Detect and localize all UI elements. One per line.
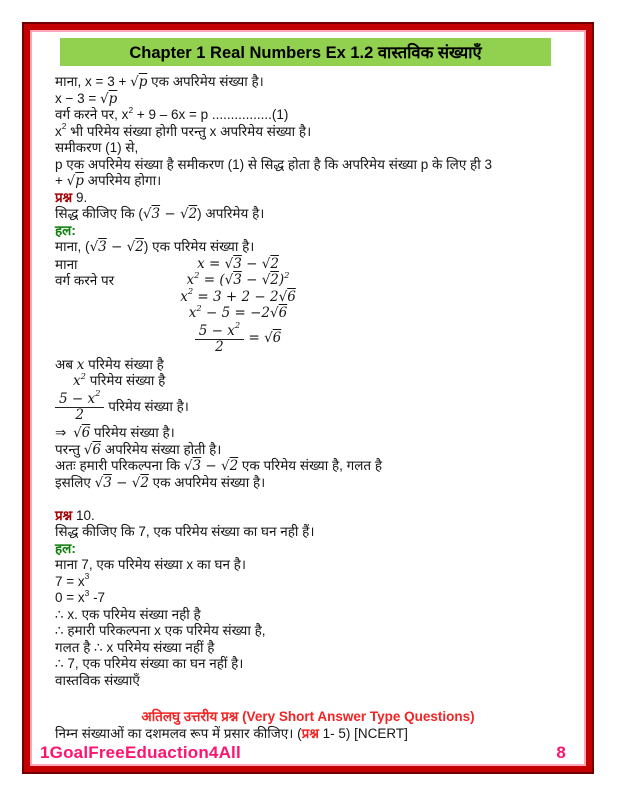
equation-line: वर्ग करने पर $x^2 = (√3 - √2)^2$ (55, 269, 290, 288)
paragraph-line: ∴ 7, एक परिमेय संख्या का घन नहीं है। (55, 656, 244, 672)
paragraph-line: + √p अपरिमेय होगा। (55, 173, 162, 189)
paragraph-line: $x^2$ परिमेय संख्या है (73, 370, 166, 390)
paragraph-line: परन्तु √6 अपरिमेय संख्या होती है। (55, 441, 222, 458)
equation-line: $x^2 - 5 = -2√6$ (188, 302, 288, 321)
document-page (24, 24, 592, 772)
spacer (55, 491, 561, 508)
paragraph-line: माना, x = 3 + √p एक अपरिमेय संख्या है। (55, 74, 264, 90)
paragraph-line: गलत है ∴ x परिमेय संख्या नहीं है (55, 639, 215, 655)
chapter-title-bar (60, 38, 551, 66)
paragraph-line: समीकरण (1) से, (55, 140, 139, 155)
paragraph-line: ∴ x. एक परिमेय संख्या नही है (55, 606, 201, 622)
paragraph-line: $7 = x^3$ (55, 571, 90, 589)
paragraph-line: ∴ हमारी परिकल्पना x एक परिमेय संख्या है, (55, 623, 266, 639)
paragraph-line: इसलिए √3 − √2 एक अपरिमेय संख्या है। (55, 474, 266, 491)
equation-label: वर्ग करने पर (55, 273, 115, 288)
section-heading: अतिलघु उत्तरीय प्रश्न (Very Short Answer Type Questions) (141, 709, 475, 725)
equation-line: $x^2 = 3 + 2 - 2√6$ (180, 286, 296, 305)
question-10-text: सिद्ध कीजिए कि 7, एक परिमेय संख्या का घन नही हैं। (55, 524, 315, 540)
paragraph-line: निम्न संख्याओं का दशमलव रूप में प्रसार कीजिए। (प्रश्न 1- 5) [NCERT] (55, 725, 408, 741)
question-10-label: प्रश्न 10. (55, 507, 95, 523)
paragraph-line: p एक अपरिमेय संख्या है समीकरण (1) से सिद्ध होता है कि अपरिमेय संख्या p के लिए ही 3 (55, 156, 492, 172)
paragraph-line: ⇒ √6 परिमेय संख्या है। (55, 425, 175, 442)
paragraph-line: वास्तविक संख्याएँ (55, 672, 140, 688)
paragraph-line: अतः हमारी परिकल्पना कि √3 − √2 एक परिमेय संख्या है, गलत है (55, 458, 382, 475)
solution-label: हल: (55, 222, 76, 238)
chapter-title: Chapter 1 Real Numbers Ex 1.2 वास्तविक संख्याएँ (129, 44, 482, 62)
equation-label: माना (55, 256, 78, 272)
equation-line: माना x = √3 − √2 (55, 255, 279, 272)
paragraph-line: अब x परिमेय संख्या है (55, 356, 164, 373)
question-9-text: सिद्ध कीजिए कि (√3 − √2) अपरिमेय है। (55, 206, 265, 222)
paragraph-line: वर्ग करने पर, $x^2 + 9 - 6x = p$ ................(1) (55, 104, 289, 122)
paragraph-line: माना 7, एक परिमेय संख्या x का घन है। (55, 557, 246, 573)
solution-label: हल: (55, 540, 76, 556)
paragraph-line: $0 = x^3$ -7 (55, 587, 106, 606)
text-lines-container (55, 74, 561, 742)
document-body (30, 30, 586, 742)
paragraph-line: $\frac{5 - x^2}{2}$ परिमेय संख्या है। (55, 390, 561, 425)
paragraph-line: माना, (√3 − √2) एक परिमेय संख्या है। (55, 239, 255, 255)
page-footer (40, 743, 566, 763)
paragraph-line: $x^2$ भी परिमेय संख्या होगी परन्तु x अपरिमेय संख्या है। (55, 121, 312, 139)
paragraph-line: x − 3 = √p (55, 90, 118, 107)
page-number: 8 (556, 743, 566, 762)
equation-line: $\frac{5 - x^2}{2}$ = √6 (55, 322, 421, 357)
spacer (55, 689, 561, 709)
question-9-label: प्रश्न 9. (55, 189, 88, 205)
brand-text: 1GoalFreeEduaction4All (40, 743, 241, 762)
